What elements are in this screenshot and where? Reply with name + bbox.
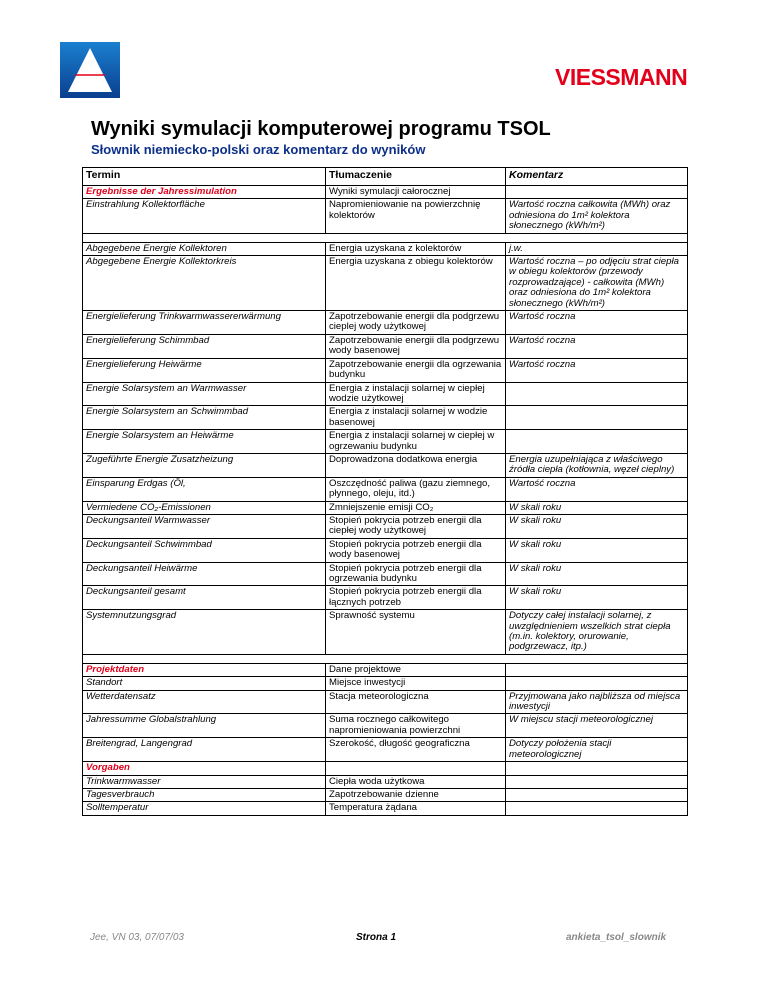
footer-author-date: Jee, VN 03, 07/07/03: [90, 932, 184, 943]
comment-cell: W miejscu stacji meteorologicznej: [506, 714, 688, 738]
term-cell: Deckungsanteil Heiwärme: [83, 562, 326, 586]
table-row: [83, 514, 688, 538]
table-row: [83, 477, 688, 501]
translation-cell: Temperatura żądana: [326, 802, 506, 815]
translation-cell: Zapotrzebowanie energii dla podgrzewu cieplej wody użytkowej: [326, 311, 506, 335]
term-cell: Tagesverbrauch: [83, 788, 326, 801]
translation-cell: Stopień pokrycia potrzeb energii dla łącznych potrzeb: [326, 586, 506, 610]
term-cell: Energie Solarsystem an Heiwärme: [83, 430, 326, 454]
translation-cell: Energia uzyskana z obiegu kolektorów: [326, 256, 506, 311]
term-cell: Trinkwarmwasser: [83, 775, 326, 788]
translation-cell: Szerokość, długość geograficzna: [326, 738, 506, 762]
term-cell: Abgegebene Energie Kollektorkreis: [83, 256, 326, 311]
translation-cell: Zapotrzebowanie energii dla podgrzewu wody basenowej: [326, 334, 506, 358]
comment-cell: Wartość roczna – po odjęciu strat ciepła w obiegu kolektorów (przewody rozprowadzające) - całkowita (MWh) oraz odniesiona do 1m² kolektora słonecznego (kWh/m²): [506, 256, 688, 311]
translation-cell: Oszczędność paliwa (gazu ziemnego, płynnego, oleju, itd.): [326, 477, 506, 501]
comment-cell: j.w.: [506, 242, 688, 255]
page-subtitle: Słownik niemiecko-polski oraz komentarz do wyników: [91, 142, 426, 157]
term-cell: Deckungsanteil gesamt: [83, 586, 326, 610]
comment-cell: [506, 677, 688, 690]
term-cell: Energielieferung Schimmbad: [83, 334, 326, 358]
translation-cell: Stopień pokrycia potrzeb energii dla ogrzewania budynku: [326, 562, 506, 586]
comment-cell: Przyjmowana jako najbliższa od miejsca inwestycji: [506, 690, 688, 714]
term-cell: Abgegebene Energie Kollektoren: [83, 242, 326, 255]
table-row: [83, 334, 688, 358]
table-row: [83, 586, 688, 610]
comment-cell: [506, 382, 688, 406]
table-row: [83, 538, 688, 562]
table-row: [83, 453, 688, 477]
term-cell: Zugeführte Energie Zusatzheizung: [83, 453, 326, 477]
translation-cell: [326, 762, 506, 775]
table-row: [83, 762, 688, 775]
translation-cell: Suma rocznego całkowitego napromieniowania powierzchni: [326, 714, 506, 738]
comment-cell: W skali roku: [506, 586, 688, 610]
term-cell: Deckungsanteil Warmwasser: [83, 514, 326, 538]
translation-cell: Energia z instalacji solarnej w wodzie basenowej: [326, 406, 506, 430]
footer-filename: ankieta_tsol_slownik: [566, 932, 667, 943]
comment-cell: Wartość roczna: [506, 477, 688, 501]
table-row: [83, 406, 688, 430]
comment-cell: Wartość roczna całkowita (MWh) oraz odniesiona do 1m² kolektora słonecznego (kWh/m²): [506, 199, 688, 233]
comment-cell: Wartość roczna: [506, 334, 688, 358]
table-row: [83, 430, 688, 454]
translation-cell: Stacja meteorologiczna: [326, 690, 506, 714]
comment-cell: W skali roku: [506, 501, 688, 514]
table-row: [83, 256, 688, 311]
translation-cell: Miejsce inwestycji: [326, 677, 506, 690]
translation-cell: Ciepła woda użytkowa: [326, 775, 506, 788]
table-row: [83, 788, 688, 801]
comment-cell: [506, 406, 688, 430]
table-row: [83, 242, 688, 255]
glossary-table: [82, 167, 688, 816]
table-row: [83, 382, 688, 406]
comment-cell: W skali roku: [506, 562, 688, 586]
term-cell: Solltemperatur: [83, 802, 326, 815]
translation-cell: Zapotrzebowanie energii dla ogrzewania budynku: [326, 358, 506, 382]
header-translation: Tłumaczenie: [326, 168, 506, 186]
comment-cell: [506, 788, 688, 801]
translation-cell: Energia z instalacji solarnej w ciepłej wodzie użytkowej: [326, 382, 506, 406]
section-label: Ergebnisse der Jahressimulation: [83, 186, 326, 199]
table-row: [83, 690, 688, 714]
comment-cell: [506, 430, 688, 454]
header-comment: Komentarz: [506, 168, 688, 186]
comment-cell: Wartość roczna: [506, 358, 688, 382]
comment-cell: [506, 663, 688, 676]
table-row: [83, 677, 688, 690]
translation-cell: Energia z instalacji solarnej w ciepłej w ogrzewaniu budynku: [326, 430, 506, 454]
table-row: [83, 186, 688, 199]
table-row: [83, 199, 688, 233]
comment-cell: [506, 186, 688, 199]
comment-cell: [506, 775, 688, 788]
term-cell: Einstrahlung Kollektorfläche: [83, 199, 326, 233]
term-cell: Energielieferung Trinkwarmwassererwärmung: [83, 311, 326, 335]
translation-cell: Stopień pokrycia potrzeb energii dla wody basenowej: [326, 538, 506, 562]
company-logo-icon: [60, 42, 120, 98]
translation-cell: Sprawność systemu: [326, 610, 506, 655]
term-cell: Standort: [83, 677, 326, 690]
translation-cell: Wyniki symulacji całorocznej: [326, 186, 506, 199]
translation-cell: Energia uzyskana z kolektorów: [326, 242, 506, 255]
comment-cell: Energia uzupełniająca z właściwego źródła ciepła (kotłownia, węzeł cieplny): [506, 453, 688, 477]
term-cell: Energie Solarsystem an Warmwasser: [83, 382, 326, 406]
header-term: Termin: [83, 168, 326, 186]
comment-cell: [506, 802, 688, 815]
comment-cell: W skali roku: [506, 538, 688, 562]
term-cell: Jahressumme Globalstrahlung: [83, 714, 326, 738]
table-header-row: [83, 168, 688, 186]
section-label: Vorgaben: [83, 762, 326, 775]
table-row: [83, 358, 688, 382]
term-cell: Energielieferung Heiwärme: [83, 358, 326, 382]
section-label: Projektdaten: [83, 663, 326, 676]
term-cell: Systemnutzungsgrad: [83, 610, 326, 655]
table-row: [83, 501, 688, 514]
comment-cell: Dotyczy całej instalacji solarnej, z uwzględnieniem wszelkich strat ciepła (m.in. kolektory, orurowanie, podgrzewacz, itp.): [506, 610, 688, 655]
term-cell: Energie Solarsystem an Schwimmbad: [83, 406, 326, 430]
brand-logo: VIESSMANN: [555, 64, 688, 90]
translation-cell: Stopień pokrycia potrzeb energii dla ciepłej wody użytkowej: [326, 514, 506, 538]
table-row: [83, 663, 688, 676]
table-row: [83, 738, 688, 762]
term-cell: Wetterdatensatz: [83, 690, 326, 714]
translation-cell: Dane projektowe: [326, 663, 506, 676]
table-row: [83, 714, 688, 738]
translation-cell: Napromieniowanie na powierzchnię kolektorów: [326, 199, 506, 233]
table-row: [83, 311, 688, 335]
translation-cell: Zapotrzebowanie dzienne: [326, 788, 506, 801]
term-cell: Einsparung Erdgas (Öl,: [83, 477, 326, 501]
table-row: [83, 562, 688, 586]
footer-page-number: Strona 1: [356, 932, 397, 943]
comment-cell: [506, 762, 688, 775]
term-cell: Vermiedene CO₂-Emissionen: [83, 501, 326, 514]
translation-cell: Doprowadzona dodatkowa energia: [326, 453, 506, 477]
comment-cell: Dotyczy położenia stacji meteorologicznej: [506, 738, 688, 762]
translation-cell: Zmniejszenie emisji CO₂: [326, 501, 506, 514]
comment-cell: W skali roku: [506, 514, 688, 538]
term-cell: Breitengrad, Langengrad: [83, 738, 326, 762]
table-row: [83, 610, 688, 655]
comment-cell: Wartość roczna: [506, 311, 688, 335]
page-title: Wyniki symulacji komputerowej programu TSOL: [91, 118, 551, 140]
table-row: [83, 802, 688, 815]
table-row: [83, 775, 688, 788]
term-cell: Deckungsanteil Schwimmbad: [83, 538, 326, 562]
